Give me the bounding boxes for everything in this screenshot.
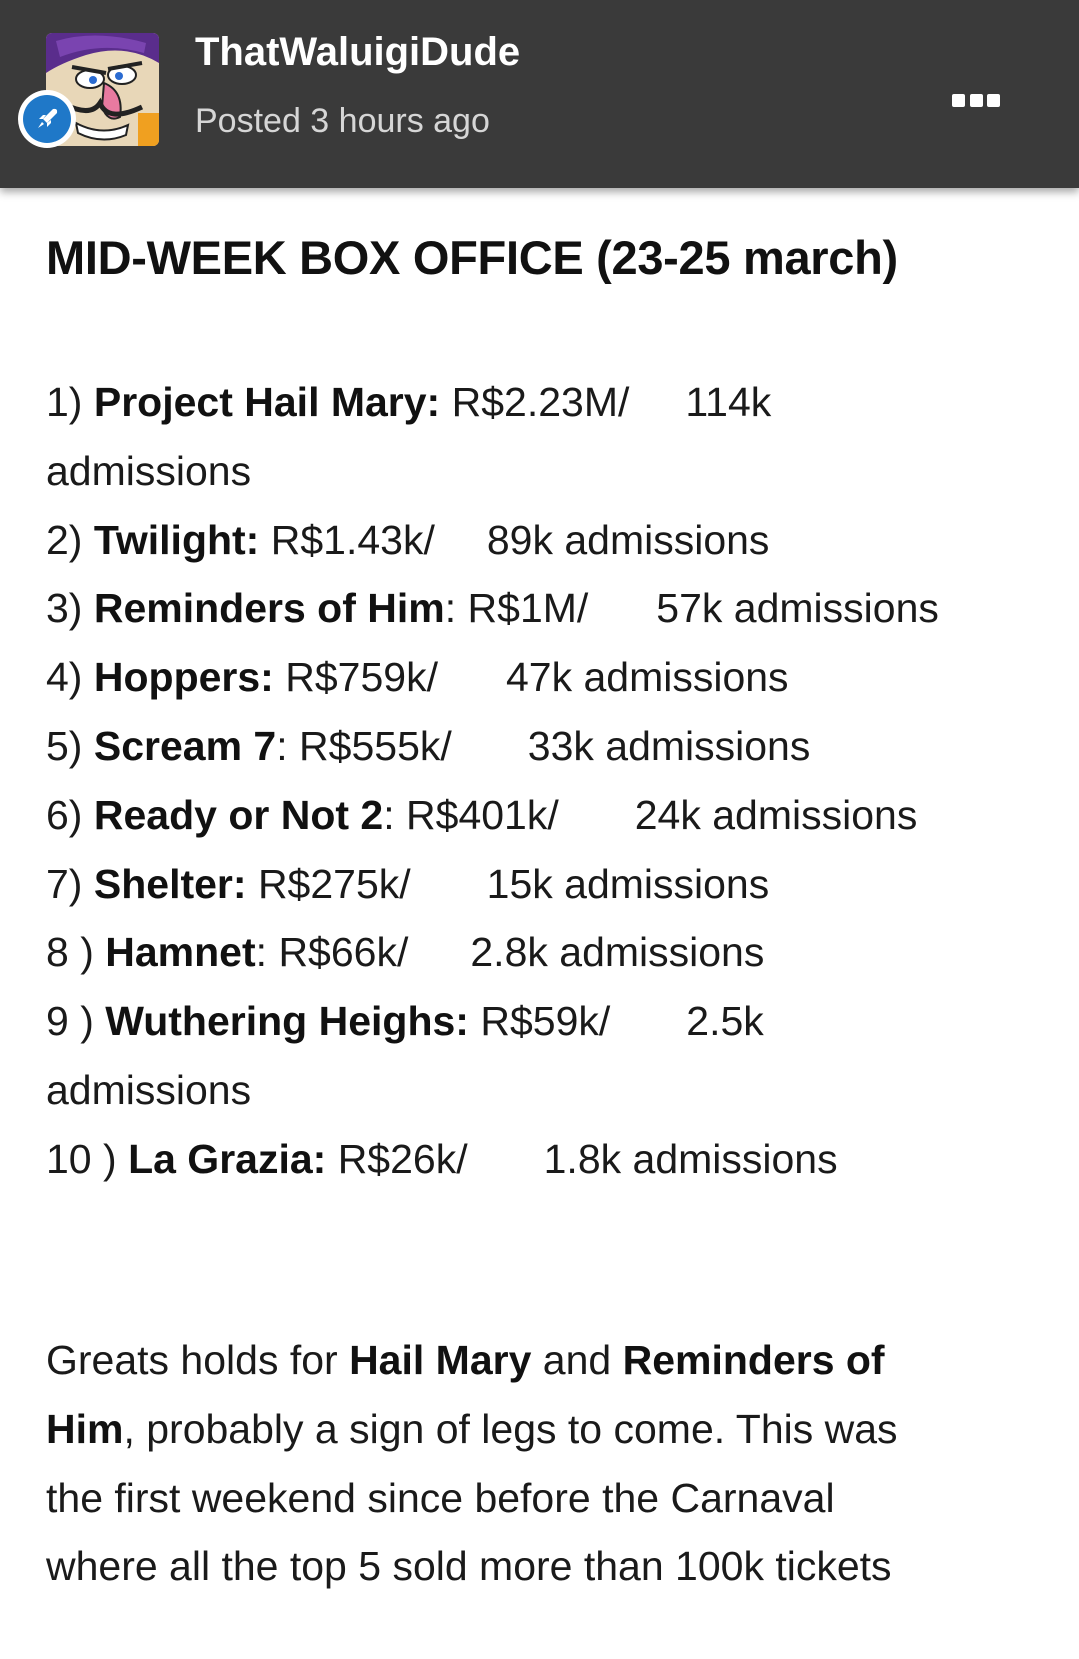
post-header — [0, 0, 1079, 188]
list-item: 9 ) Wuthering Heighs: R$59k/ 2.5k — [46, 998, 764, 1045]
list-item: 1) Project Hail Mary: R$2.23M/ 114k — [46, 379, 772, 425]
list-item: 6) Ready or Not 2: R$401k/ 24k admissions — [46, 791, 918, 838]
post-title: MID-WEEK BOX OFFICE (23-25 march) — [46, 231, 898, 284]
post-timestamp: Posted 3 hours ago — [195, 102, 490, 140]
box-office-list — [46, 368, 1046, 1194]
more-options-icon[interactable] — [952, 91, 1000, 109]
rocket-icon — [23, 95, 71, 143]
list-item: 4) Hoppers: R$759k/ 47k admissions — [46, 654, 789, 701]
list-item: 7) Shelter: R$275k/ 15k admissions — [46, 860, 770, 907]
rank-badge — [18, 90, 76, 148]
list-item: 10 ) La Grazia: R$26k/ 1.8k admissions — [46, 1135, 838, 1182]
list-item: 3) Reminders of Him: R$1M/ 57k admissions — [46, 585, 939, 632]
list-item: 5) Scream 7: R$555k/ 33k admissions — [46, 722, 811, 769]
post-body-paragraph: Greats holds for Hail Mary and Reminders of Him, probably a sign of legs to come. This was the first weekend since before the Carnaval where all the top 5 sold more than 100k tickets — [46, 1337, 898, 1590]
list-item: 2) Twilight: R$1.43k/ 89k admissions — [46, 516, 770, 563]
username[interactable]: ThatWaluigiDude — [195, 30, 521, 74]
list-item-wrap: admissions — [46, 1066, 252, 1113]
list-item: 8 ) Hamnet: R$66k/ 2.8k admissions — [46, 929, 765, 976]
list-item-wrap: admissions — [46, 447, 252, 494]
